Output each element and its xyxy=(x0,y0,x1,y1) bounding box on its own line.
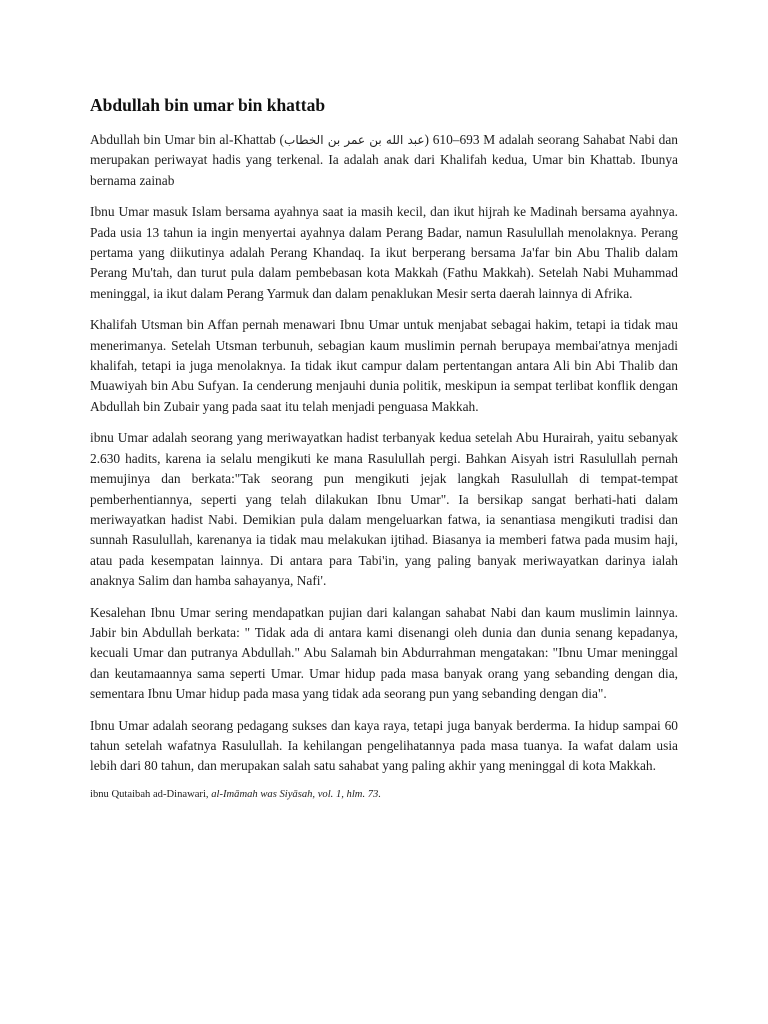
footnote-author: ibnu Qutaibah ad-Dinawari, xyxy=(90,788,212,800)
paragraph-later-life: Ibnu Umar adalah seorang pedagang sukses dan kaya raya, tetapi juga banyak berderma. Ia hidup sampai 60 tahun setelah wafatnya Rasulullah. Ia kehilangan pengelihatannya pada masa tuanya. Ia wafat dalam usia lebih dari 80 tahun, dan merupakan salah satu sahabat yang paling akhir yang meninggal di kota Makkah. xyxy=(90,717,678,774)
paragraph-early-life: Ibnu Umar masuk Islam bersama ayahnya saat ia masih kecil, dan ikut hijrah ke Madinah bersama ayahnya. Pada usia 13 tahun ia ingin menyertai ayahnya dalam Perang Badar, namun Rasulullah menolaknya. Perang pertama yang diikutinya adalah Perang Khandaq. Ia ikut berperang bersama Ja'far bin Abu Thalib dalam Perang Mu'tah, dan turut pula dalam pembebasan kota Makkah (Fathu Makkah). Setelah Nabi Muhammad meninggal, ia ikut dalam Perang Yarmuk dan dalam penaklukan Mesir serta daerah lainnya di Afrika. xyxy=(90,204,678,301)
arabic-name: عبد الله بن عمر بن الخطاب xyxy=(284,133,425,147)
intro-paragraph xyxy=(90,130,678,191)
footnote xyxy=(90,788,678,802)
footnote-source: al-Imāmah was Siyāsah, vol. 1, hlm. 73. xyxy=(211,788,381,800)
document-page xyxy=(90,94,678,802)
intro-text-end: ) 610–693 M adalah seorang Sahabat Nabi dan merupakan periwayat hadis yang terkenal. Ia adalah anak dari Khalifah kedua, Umar bin Khattab. Ibunya bernama zainab xyxy=(90,132,678,188)
paragraph-piety: Kesalehan Ibnu Umar sering mendapatkan pujian dari kalangan sahabat Nabi dan kaum muslimin lainnya. Jabir bin Abdullah berkata: " Tidak ada di antara kami disenangi oleh dunia dan dunia senang kepadanya, kecuali Umar dan putranya Abdullah." Abu Salamah bin Abdurrahman mengatakan: "Ibnu Umar meninggal dan keutamaannya sama seperti Umar. Umar hidup pada masa banyak orang yang sebanding dengan dia, sementara Ibnu Umar hidup pada masa yang tidak ada seorang pun yang sebanding dengan dia". xyxy=(90,604,678,702)
document-title: Abdullah bin umar bin khattab xyxy=(90,95,326,115)
paragraph-politics: Khalifah Utsman bin Affan pernah menawari Ibnu Umar untuk menjabat sebagai hakim, tetapi ia tidak mau menerimanya. Setelah Utsman terbunuh, sebagian kaum muslimin pernah berupaya membai'atnya menjadi khalifah, tetapi ia juga menolaknya. Ia tidak ikut campur dalam pertentangan antara Ali bin Abi Thalib dan Muawiyah bin Abu Sufyan. Ia cenderung menjauhi dunia politik, meskipun ia sempat terlibat konflik dengan Abdullah bin Zubair yang pada saat itu telah menjadi penguasa Makkah. xyxy=(90,317,678,414)
intro-text-start: Abdullah bin Umar bin al-Khattab ( xyxy=(90,132,285,147)
paragraph-hadith: ibnu Umar adalah seorang yang meriwayatkan hadist terbanyak kedua setelah Abu Hurairah, yaitu sebanyak 2.630 hadits, karena ia selalu mengikuti ke mana Rasulullah pergi. Bahkan Aisyah istri Rasulullah pernah memujinya dan berkata:"Tak seorang pun mengikuti jejak langkah Rasulullah di tempat-tempat pemberhentiannya, seperti yang telah dilakukan Ibnu Umar". Ia bersikap sangat berhati-hati dalam meriwayatkan hadist Nabi. Demikian pula dalam mengeluarkan fatwa, ia senantiasa mengikuti tradisi dan sunnah Rasulullah, karenanya ia tidak mau melakukan ijtihad. Biasanya ia memberi fatwa pada musim haji, atau pada kesempatan lainnya. Di antara para Tabi'in, yang paling banyak meriwayatkan darinya ialah anaknya Salim dan hamba sahayanya, Nafi'. xyxy=(90,430,678,589)
